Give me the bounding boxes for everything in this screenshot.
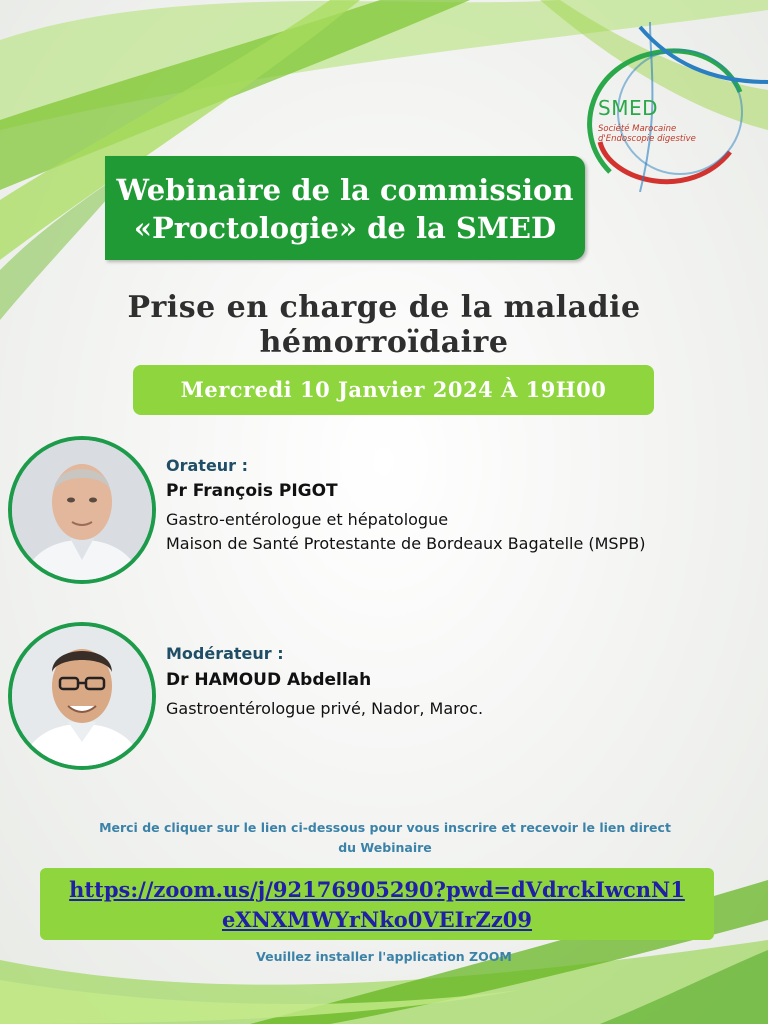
date-banner: [133, 365, 654, 415]
speaker-specialty: Gastro-entérologue et hépatologue: [166, 510, 449, 529]
title-banner: [105, 156, 585, 260]
speaker-photo: [8, 436, 156, 584]
zoom-link-box[interactable]: [40, 868, 714, 940]
zoom-link-line-2[interactable]: eXNXMWYrNko0VEIrZz09: [221, 907, 533, 932]
logo-name: SMED: [598, 96, 658, 120]
registration-notice: [40, 818, 730, 858]
title-line-1: Webinaire de la commission: [116, 173, 574, 207]
logo-tagline-line1: Société Marocaine: [598, 124, 677, 134]
logo-tagline-line2: d'Endoscopie digestive: [598, 134, 696, 144]
moderator-photo: [8, 622, 156, 770]
zoom-link-line-1[interactable]: https://zoom.us/j/92176905290?pwd=dVdrckIwcnN1: [69, 877, 685, 902]
date-text: Mercredi 10 Janvier 2024 À 19H00: [180, 377, 607, 402]
install-zoom-note: Veuillez installer l'application ZOOM: [256, 949, 512, 964]
moderator-name: Dr HAMOUD Abdellah: [166, 670, 372, 690]
speaker-name: Pr François PIGOT: [166, 481, 338, 501]
moderator-role: Modérateur :: [166, 644, 284, 663]
notice-line-2: du Webinaire: [338, 840, 432, 855]
notice-line-1: Merci de cliquer sur le lien ci-dessous pour vous inscrire et recevoir le lien direct: [99, 820, 671, 835]
moderator-specialty: Gastroentérologue privé, Nador, Maroc.: [166, 699, 484, 718]
title-line-2: «Proctologie» de la SMED: [133, 211, 557, 245]
speaker-role: Orateur :: [166, 456, 249, 475]
logo-tagline: [598, 124, 718, 144]
speaker-institution: Maison de Santé Protestante de Bordeaux Bagatelle (MSPB): [166, 534, 646, 553]
webinar-topic: Prise en charge de la maladie hémorroïdaire: [127, 290, 641, 360]
